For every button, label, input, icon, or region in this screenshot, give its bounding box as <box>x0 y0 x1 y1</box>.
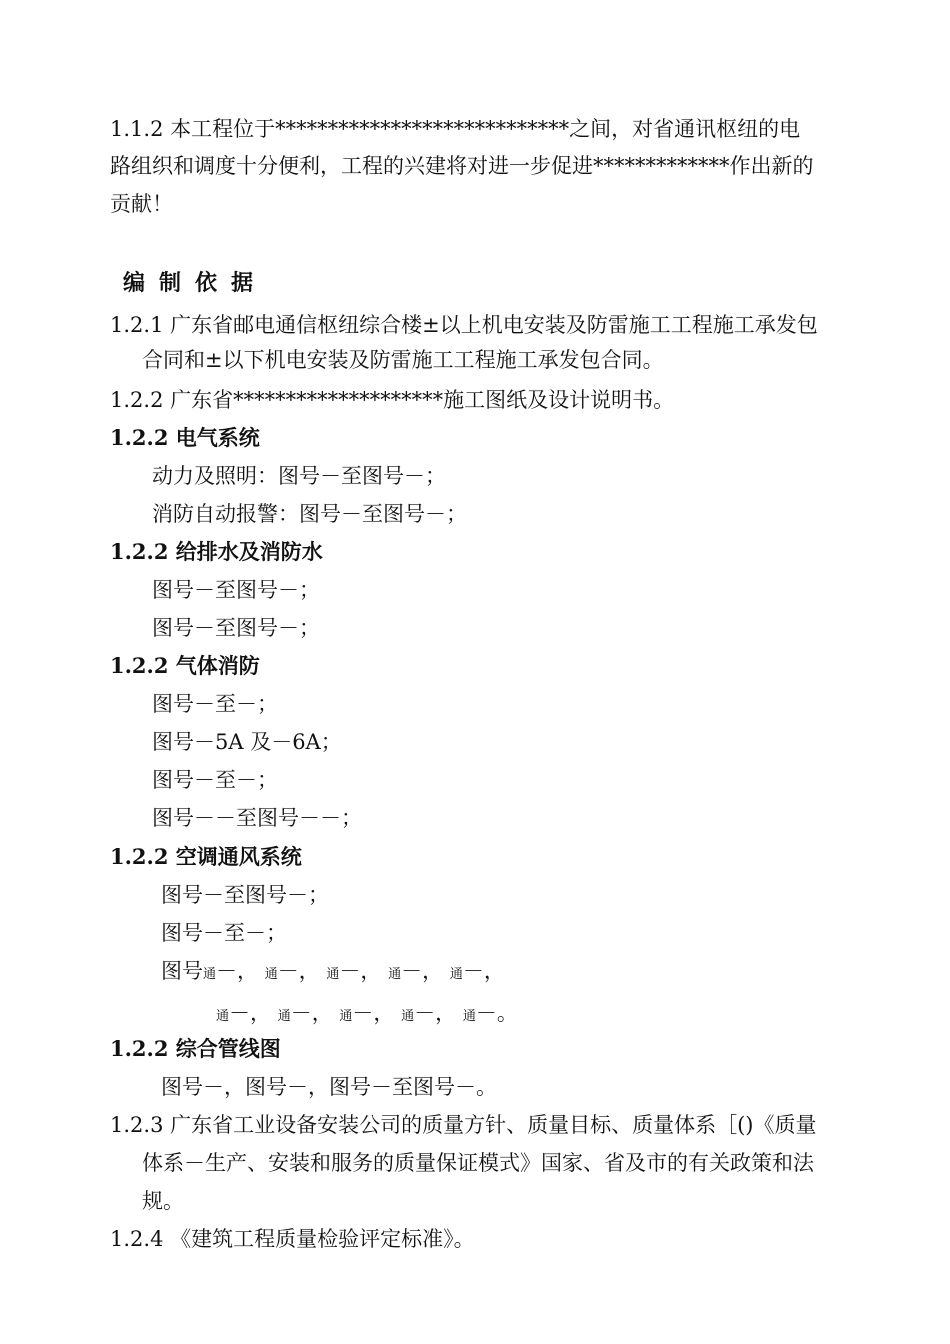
hvac-drawing-list-row-2 <box>216 998 518 1032</box>
hvac-item: 图号－至图号－； <box>161 883 329 907</box>
item-1-2-1-line-2: 合同和±以下机电安装及防雷施工工程施工承发包合同。 <box>142 348 664 372</box>
hvac-title: 1.2.2 空调通风系统 <box>110 844 302 869</box>
item-1-2-1-line-1: 1.2.1 广东省邮电通信枢纽综合楼±以上机电安装及防雷施工工程施工承发包 <box>110 313 818 337</box>
item-1-2-2-drawings: 1.2.2 广东省********************施工图纸及设计说明书。 <box>110 388 675 412</box>
drawing-sub-label: 通 <box>388 967 402 982</box>
drawing-sub-label: 通 <box>203 967 217 982</box>
drawing-sub-label: 通 <box>401 1009 415 1024</box>
water-item: 图号－至图号－； <box>152 616 320 640</box>
pipeline-title: 1.2.2 综合管线图 <box>110 1036 281 1061</box>
section-1-1-2-line-1: 1.1.2 本工程位于****************************之间，对省通讯枢纽的电 <box>110 117 801 141</box>
gas-item: 图号－至－； <box>152 692 278 716</box>
drawing-sub-label: 通 <box>326 967 340 982</box>
drawing-number: －， <box>290 1001 333 1025</box>
drawing-number: －， <box>229 1001 272 1025</box>
electrical-system-title: 1.2.2 电气系统 <box>110 425 260 450</box>
gas-item: 图号－5A 及－6A； <box>152 730 342 754</box>
item-1-2-4: 1.2.4 《建筑工程质量检验评定标准》。 <box>110 1227 475 1251</box>
drawing-number: －， <box>277 959 320 983</box>
gas-item: 图号－－至图号－－； <box>152 806 362 830</box>
section-1-1-2-line-2: 路组织和调度十分便利，工程的兴建将对进一步促进*************作出新的 <box>110 154 814 178</box>
electrical-item: 消防自动报警：图号－至图号－； <box>152 502 467 526</box>
drawing-sub-label: 通 <box>264 967 278 982</box>
hvac-row-prefix: 图号 <box>161 959 203 983</box>
gas-fire-title: 1.2.2 气体消防 <box>110 653 260 678</box>
section-heading: 编制依据 <box>123 270 268 296</box>
hvac-item: 图号－至－； <box>161 921 287 945</box>
item-1-2-3-line-3: 规。 <box>142 1189 184 1213</box>
electrical-item: 动力及照明：图号－至图号－； <box>152 464 446 488</box>
drawing-sub-label: 通 <box>277 1009 291 1024</box>
water-system-title: 1.2.2 给排水及消防水 <box>110 539 323 564</box>
drawing-number: －， <box>414 1001 457 1025</box>
pipeline-item: 图号－，图号－，图号－至图号－。 <box>161 1075 497 1099</box>
drawing-number: －。 <box>475 1001 518 1025</box>
drawing-number: －， <box>216 959 259 983</box>
drawing-sub-label: 通 <box>449 967 463 982</box>
water-item: 图号－至图号－； <box>152 578 320 602</box>
section-1-1-2-line-3: 贡献！ <box>110 192 173 216</box>
drawing-number: －， <box>352 1001 395 1025</box>
item-1-2-3-line-1: 1.2.3 广东省工业设备安装公司的质量方针、质量目标、质量体系［()《质量 <box>110 1113 817 1137</box>
drawing-sub-label: 通 <box>339 1009 353 1024</box>
drawing-number: －， <box>462 959 505 983</box>
hvac-drawing-list-row-1 <box>161 956 505 990</box>
item-1-2-3-line-2: 体系－生产、安装和服务的质量保证模式》国家、省及市的有关政策和法 <box>142 1151 814 1175</box>
drawing-sub-label: 通 <box>462 1009 476 1024</box>
drawing-number: －， <box>339 959 382 983</box>
drawing-sub-label: 通 <box>216 1009 230 1024</box>
gas-item: 图号－至－； <box>152 768 278 792</box>
drawing-number: －， <box>401 959 444 983</box>
